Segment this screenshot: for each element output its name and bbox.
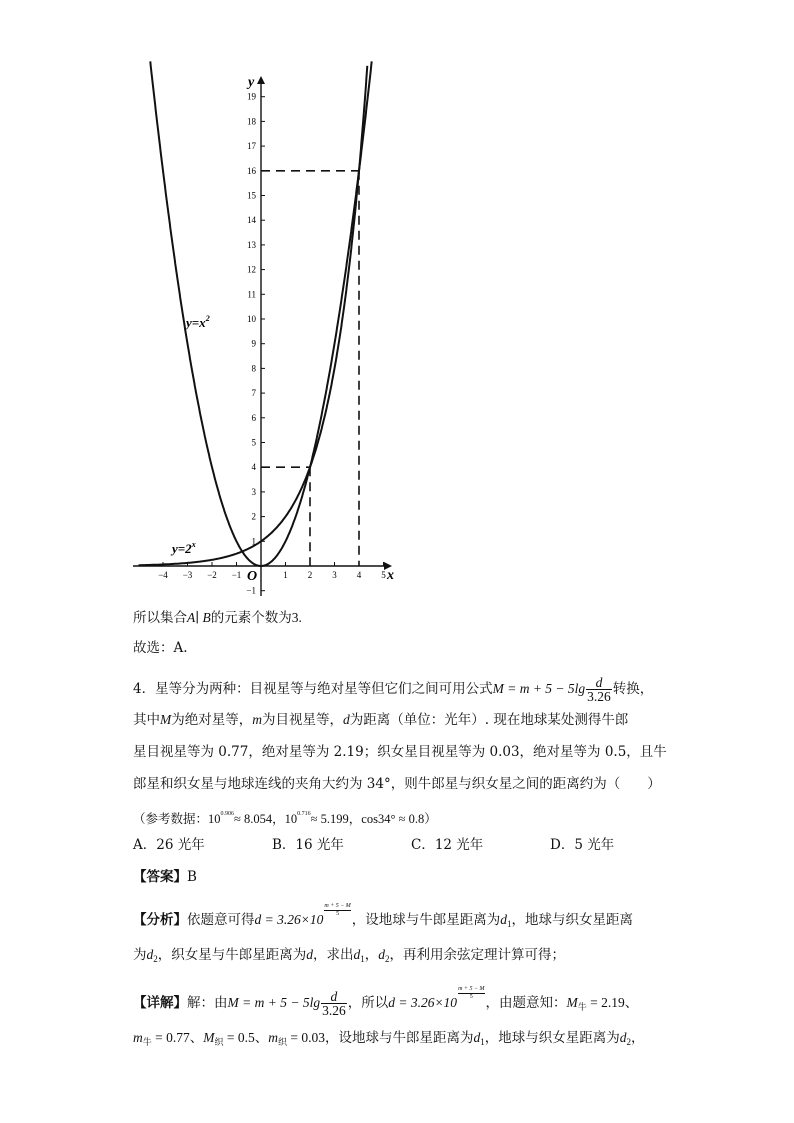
reference-data-line: （参考数据：$10^{0.906}\approx 8.054$，$10^{0.716}\approx 5.199$，cos34° ≈ 0.8）: [133, 811, 437, 826]
option-d: D．5 光年: [550, 837, 615, 853]
detail-line-1: 【详解】解：由M = m + 5 − 5lg $\frac{d}{3.26}$ ，所以d = 3.26×10 $\frac{m + 5 - M}{5}$ ，由题意知：$M_牛 = 2.19$、: [133, 986, 639, 1018]
y-tick-label: 10: [247, 314, 256, 324]
x-tick-label: 3: [332, 570, 337, 580]
curve-label-2-pow-x: $y=2^x$: [172, 540, 196, 556]
conclusion-line: 所以集合A∣ B的元素个数为3.: [133, 610, 302, 626]
x-tick-label: −3: [182, 570, 193, 580]
y-tick-label: 5: [251, 437, 256, 448]
option-a: A．26 光年: [133, 837, 205, 853]
question-4-line-2: 其中M为绝对星等，m为目视星等，d为距离（单位：光年）. 现在地球某处测得牛郎: [133, 712, 629, 728]
analysis-line-2: 为$d_2$，织女星与牛郎星距离为d，求出$d_1$，$d_2$，再利用余弦定理计算可得；: [133, 947, 565, 964]
axis-ticks: [158, 92, 386, 596]
option-c: C．12 光年: [411, 837, 484, 853]
fraction-d-over-3.26: $\frac{d}{3.26}$: [587, 675, 611, 704]
y-axis-arrow: [257, 76, 265, 84]
y-tick-label: 8: [251, 363, 256, 374]
question-4-line-1: 4．星等分为两种：目视星等与绝对星等但它们之间可用公式M = m + 5 − 5lg $\frac{d}{3.26}$ 转换，: [133, 675, 654, 704]
choose-line: 故选：A.: [133, 640, 188, 656]
curve-label-x-squared: $y=x^2$: [186, 314, 210, 330]
y-tick-label: 4: [251, 462, 256, 473]
option-b: B．16 光年: [272, 837, 344, 853]
x-tick-label: 2: [307, 570, 313, 580]
y-tick-label: 19: [247, 91, 256, 102]
y-tick-label: 12: [247, 264, 256, 275]
y-tick-label: 16: [247, 165, 256, 176]
detail-line-2: $m_牛 = 0.77$、$M_织 = 0.5$、$m_织 = 0.03$，设地球与牛郎星距离为$d_1$，地球与织女星距离为$d_2$，: [133, 1030, 645, 1047]
y-tick-label: 14: [247, 215, 256, 226]
y-tick-label: 6: [251, 412, 256, 423]
x-tick-label: −1: [231, 570, 242, 580]
dashed-guides: [261, 171, 359, 566]
x-tick-label: −2: [207, 570, 217, 580]
y-tick-label: 2: [251, 511, 256, 522]
x-tick-label: 4: [356, 570, 362, 580]
y-tick-label: 15: [247, 190, 256, 201]
x-axis-label: x: [387, 568, 394, 583]
answer-line: 【答案】B: [133, 869, 197, 885]
x-tick-label: −4: [158, 570, 168, 580]
y-tick-label: 11: [247, 289, 256, 300]
y-tick-label: 18: [247, 116, 256, 127]
question-4-line-3: 星目视星等为 0.77，绝对星等为 2.19；织女星目视星等为 0.03，绝对星等为 0.5，且牛: [133, 744, 667, 760]
y-tick-label: 7: [251, 388, 256, 399]
y-tick-label: 9: [251, 338, 256, 349]
options-line: [133, 835, 689, 855]
y-axis-label: y: [248, 75, 255, 90]
question-4-line-4: 郎星和织女星与地球连线的夹角大约为 34°，则牛郎星与织女星之间的距离约为（ ）: [133, 776, 661, 792]
y-tick-label: 1: [251, 536, 256, 547]
y-tick-label: 17: [247, 141, 256, 152]
y-tick-label: 3: [251, 486, 256, 497]
y-tick-label: 13: [247, 239, 256, 250]
x-tick-label: 5: [381, 570, 386, 580]
analysis-line-1: 【分析】依题意可得d = 3.26×10 $\frac{m + 5 - M}{5}$ ，设地球与牛郎星距离为$d_1$，地球与织女星距离: [133, 903, 634, 929]
origin-label: O: [247, 569, 258, 584]
x-tick-label: 1: [283, 570, 288, 580]
y-tick-label: −1: [246, 585, 256, 596]
